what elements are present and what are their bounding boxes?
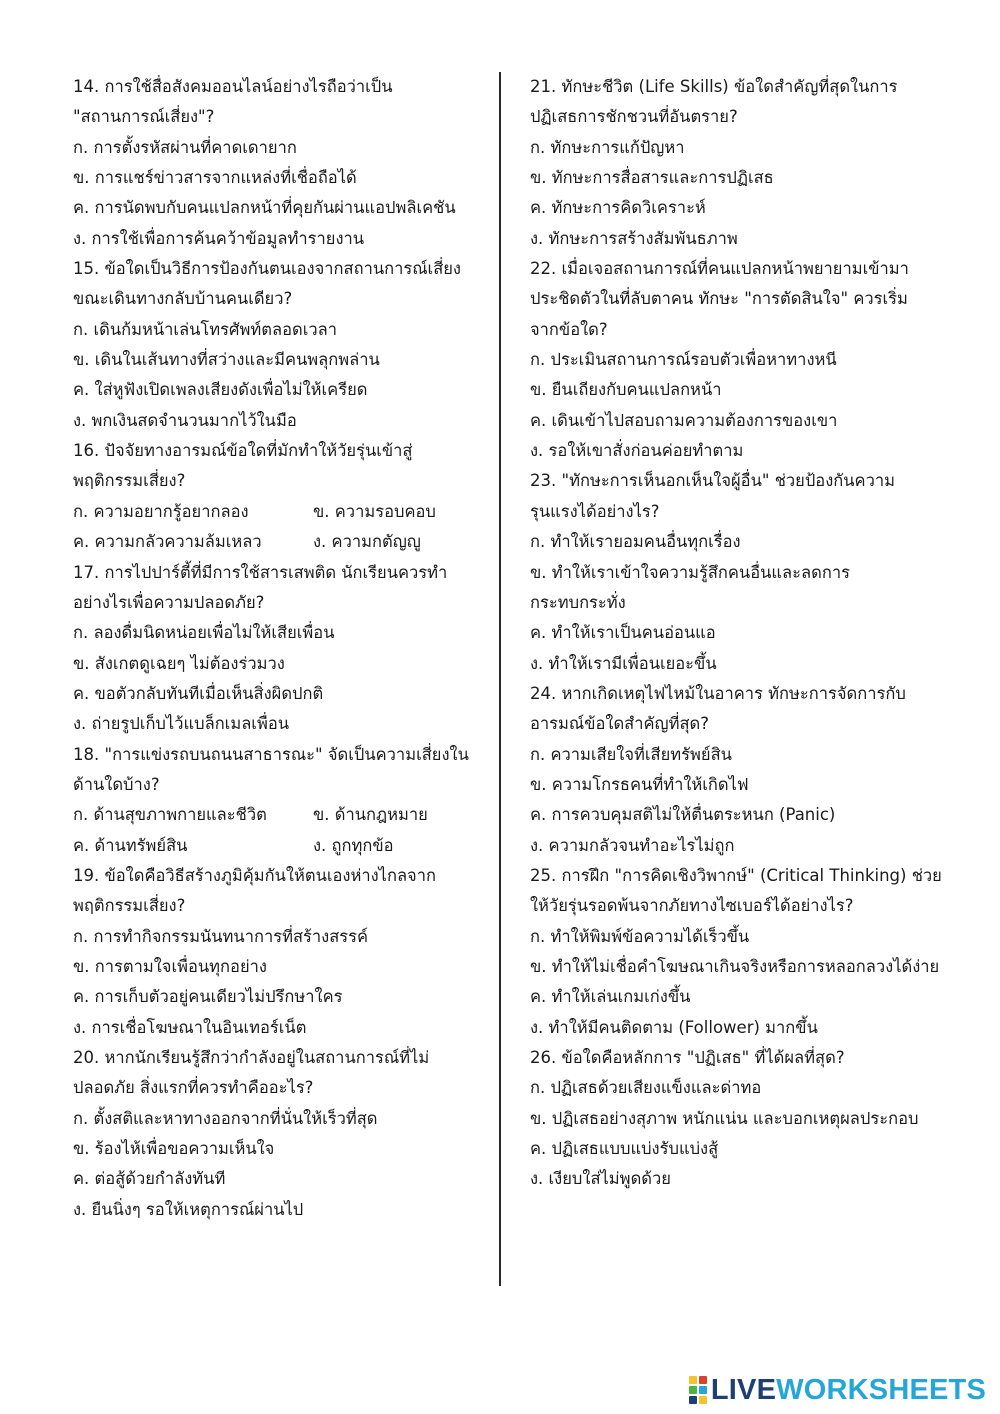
- question-line: ก. ปฏิเสธด้วยเสียงแข็งและด่าทอ: [530, 1078, 762, 1098]
- question-line: ปฏิเสธการชักชวนที่อันตราย?: [530, 107, 738, 127]
- logo-block: [689, 1396, 697, 1404]
- question-line: ง. ทำให้มีคนติดตาม (Follower) มากขึ้น: [530, 1017, 818, 1037]
- question-line: รุนแรงได้อย่างไร?: [530, 501, 660, 521]
- question-line: พฤติกรรมเสี่ยง?: [73, 896, 186, 916]
- right-question-column: [530, 72, 970, 1195]
- question-line: พฤติกรรมเสี่ยง?: [73, 471, 186, 491]
- question-line: 20. หากนักเรียนรู้สึกว่ากำลังอยู่ในสถานการณ์ที่ไม่: [73, 1048, 430, 1067]
- question-line: ก. ทำให้พิมพ์ข้อความได้เร็วขึ้น: [530, 926, 750, 946]
- question-line: ก. ทักษะการแก้ปัญหา: [530, 137, 685, 157]
- left-question-column: [73, 72, 485, 1225]
- option-text: ค. ด้านทรัพย์สิน: [73, 835, 188, 855]
- logo-block: [699, 1386, 707, 1394]
- question-line: ง. ความกลัวจนทำอะไรไม่ถูก: [530, 835, 735, 855]
- question-line: ก. ประเมินสถานการณ์รอบตัวเพื่อหาทางหนี: [530, 350, 837, 370]
- option-pair-line: [73, 831, 485, 861]
- question-line: ข. การแชร์ข่าวสารจากแหล่งที่เชื่อถือได้: [73, 168, 357, 188]
- question-line: ข. การตามใจเพื่อนทุกอย่าง: [73, 956, 267, 976]
- question-line: ก. การตั้งรหัสผ่านที่คาดเดายาก: [73, 137, 297, 157]
- question-line: ข. ปฏิเสธอย่างสุภาพ หนักแน่น และบอกเหตุผลประกอบ: [530, 1108, 919, 1128]
- question-line: 23. "ทักษะการเห็นอกเห็นใจผู้อื่น" ช่วยป้องกันความ: [530, 471, 895, 491]
- question-line: อย่างไรเพื่อความปลอดภัย?: [73, 592, 265, 612]
- question-line: ก. ทำให้เรายอมคนอื่นทุกเรื่อง: [530, 532, 741, 552]
- logo-text-worksheets: WORKSHEETS: [776, 1373, 986, 1406]
- question-line: ค. ทำให้เล่นเกมเก่งขึ้น: [530, 987, 691, 1007]
- question-line: ค. ทำให้เราเป็นคนอ่อนแอ: [530, 623, 716, 643]
- question-line: ค. การนัดพบกับคนแปลกหน้าที่คุยกันผ่านแอปพลิเคชัน: [73, 198, 456, 218]
- logo-block: [689, 1376, 697, 1384]
- liveworksheets-logo: [689, 1372, 986, 1408]
- option-text: ง. ความกตัญญู: [313, 532, 421, 552]
- question-line: ง. ยืนนิ่งๆ รอให้เหตุการณ์ผ่านไป: [73, 1199, 304, 1219]
- question-line: ข. ความโกรธคนที่ทำให้เกิดไฟ: [530, 774, 749, 794]
- logo-block: [699, 1396, 707, 1404]
- option-text: ก. ความอยากรู้อยากลอง: [73, 501, 249, 521]
- question-line: 24. หากเกิดเหตุไฟไหม้ในอาคาร ทักษะการจัดการกับ: [530, 683, 906, 703]
- option-text: ค. ความกลัวความล้มเหลว: [73, 532, 262, 552]
- question-line: ค. ต่อสู้ด้วยกำลังทันที: [73, 1169, 226, 1189]
- question-line: ก. การทำกิจกรรมนันทนาการที่สร้างสรรค์: [73, 926, 369, 946]
- question-line: ด้านใดบ้าง?: [73, 774, 160, 794]
- question-line: 26. ข้อใดคือหลักการ "ปฏิเสธ" ที่ได้ผลที่สุด?: [530, 1048, 845, 1067]
- question-line: จากข้อใด?: [530, 319, 608, 339]
- logo-text-live: LIVE: [710, 1373, 777, 1406]
- question-line: ค. การเก็บตัวอยู่คนเดียวไม่ปรึกษาใคร: [73, 987, 343, 1007]
- question-line: ข. เดินในเส้นทางที่สว่างและมีคนพลุกพล่าน: [73, 350, 380, 370]
- question-line: 16. ปัจจัยทางอารมณ์ข้อใดที่มักทำให้วัยรุ่นเข้าสู่: [73, 441, 413, 461]
- question-line: 14. การใช้สื่อสังคมออนไลน์อย่างไรถือว่าเป็น: [73, 77, 393, 96]
- option-text: ก. ด้านสุขภาพกายและชีวิต: [73, 805, 267, 825]
- question-line: 15. ข้อใดเป็นวิธีการป้องกันตนเองจากสถานการณ์เสี่ยง: [73, 259, 461, 279]
- question-line: ง. การเชื่อโฆษณาในอินเทอร์เน็ต: [73, 1017, 307, 1037]
- question-line: ง. ทักษะการสร้างสัมพันธภาพ: [530, 228, 738, 248]
- question-line: ปลอดภัย สิ่งแรกที่ควรทำคืออะไร?: [73, 1078, 314, 1098]
- question-line: ง. การใช้เพื่อการค้นคว้าข้อมูลทำรายงาน: [73, 228, 365, 248]
- logo-blocks-icon: [689, 1376, 707, 1404]
- question-line: ค. ขอตัวกลับทันทีเมื่อเห็นสิ่งผิดปกติ: [73, 683, 324, 703]
- question-line: ประชิดตัวในที่ลับตาคน ทักษะ "การตัดสินใจ" ควรเริ่ม: [530, 289, 908, 309]
- option-pair-line: [73, 527, 485, 557]
- question-line: 19. ข้อใดคือวิธีสร้างภูมิคุ้มกันให้ตนเองห่างไกลจาก: [73, 865, 436, 885]
- question-line: ง. พกเงินสดจำนวนมากไว้ในมือ: [73, 410, 297, 430]
- question-line: ให้วัยรุ่นรอดพ้นจากภัยทางไซเบอร์ได้อย่างไร?: [530, 896, 854, 916]
- question-line: อารมณ์ข้อใดสำคัญที่สุด?: [530, 714, 710, 734]
- question-line: ข. ทักษะการสื่อสารและการปฏิเสธ: [530, 168, 774, 188]
- question-line: 17. การไปปาร์ตี้ที่มีการใช้สารเสพติด นักเรียนควรทำ: [73, 562, 448, 582]
- logo-block: [699, 1376, 707, 1384]
- question-line: ง. รอให้เขาสั่งก่อนค่อยทำตาม: [530, 441, 744, 461]
- option-pair-line: [73, 800, 485, 830]
- option-text: ง. ถูกทุกข้อ: [313, 835, 394, 855]
- question-line: 18. "การแข่งรถบนถนนสาธารณะ" จัดเป็นความเสี่ยงใน: [73, 744, 469, 764]
- question-line: ก. ความเสียใจที่เสียทรัพย์สิน: [530, 744, 732, 764]
- question-line: กระทบกระทั่ง: [530, 592, 626, 612]
- question-line: ก. ลองดื่มนิดหน่อยเพื่อไม่ให้เสียเพื่อน: [73, 623, 335, 643]
- option-text: ข. ความรอบคอบ: [313, 501, 436, 521]
- question-line: ข. ทำให้ไม่เชื่อคำโฆษณาเกินจริงหรือการหลอกลวงได้ง่าย: [530, 956, 940, 976]
- question-line: ข. สังเกตดูเฉยๆ ไม่ต้องร่วมวง: [73, 653, 285, 673]
- question-line: 25. การฝึก "การคิดเชิงวิพากษ์" (Critical Thinking) ช่วย: [530, 865, 942, 885]
- question-line: ค. การควบคุมสติไม่ให้ตื่นตระหนก (Panic): [530, 805, 836, 825]
- question-line: ค. ใส่หูฟังเปิดเพลงเสียงดังเพื่อไม่ให้เครียด: [73, 380, 368, 400]
- question-line: ขณะเดินทางกลับบ้านคนเดียว?: [73, 289, 293, 309]
- option-text: ข. ด้านกฎหมาย: [313, 805, 428, 825]
- question-line: ง. เงียบใส่ไม่พูดด้วย: [530, 1169, 671, 1189]
- question-line: ง. ทำให้เรามีเพื่อนเยอะขึ้น: [530, 653, 717, 673]
- question-line: ก. ตั้งสติและหาทางออกจากที่นั่นให้เร็วที่สุด: [73, 1108, 378, 1128]
- question-line: ข. ยืนเถียงกับคนแปลกหน้า: [530, 380, 722, 400]
- question-line: 21. ทักษะชีวิต (Life Skills) ข้อใดสำคัญที่สุดในการ: [530, 77, 898, 96]
- question-line: ข. ทำให้เราเข้าใจความรู้สึกคนอื่นและลดการ: [530, 562, 850, 582]
- question-line: ค. ทักษะการคิดวิเคราะห์: [530, 198, 706, 218]
- question-line: 22. เมื่อเจอสถานการณ์ที่คนแปลกหน้าพยายามเข้ามา: [530, 259, 909, 279]
- option-pair-line: [73, 497, 485, 527]
- column-divider: [499, 72, 501, 1286]
- question-line: "สถานการณ์เสี่ยง"?: [73, 107, 215, 127]
- question-line: ค. เดินเข้าไปสอบถามความต้องการของเขา: [530, 410, 838, 430]
- question-line: ก. เดินก้มหน้าเล่นโทรศัพท์ตลอดเวลา: [73, 319, 337, 339]
- question-line: ค. ปฏิเสธแบบแบ่งรับแบ่งสู้: [530, 1139, 719, 1159]
- logo-text: [711, 1374, 986, 1407]
- question-line: ข. ร้องไห้เพื่อขอความเห็นใจ: [73, 1139, 275, 1159]
- question-line: ง. ถ่ายรูปเก็บไว้แบล็กเมลเพื่อน: [73, 714, 290, 734]
- logo-block: [689, 1386, 697, 1394]
